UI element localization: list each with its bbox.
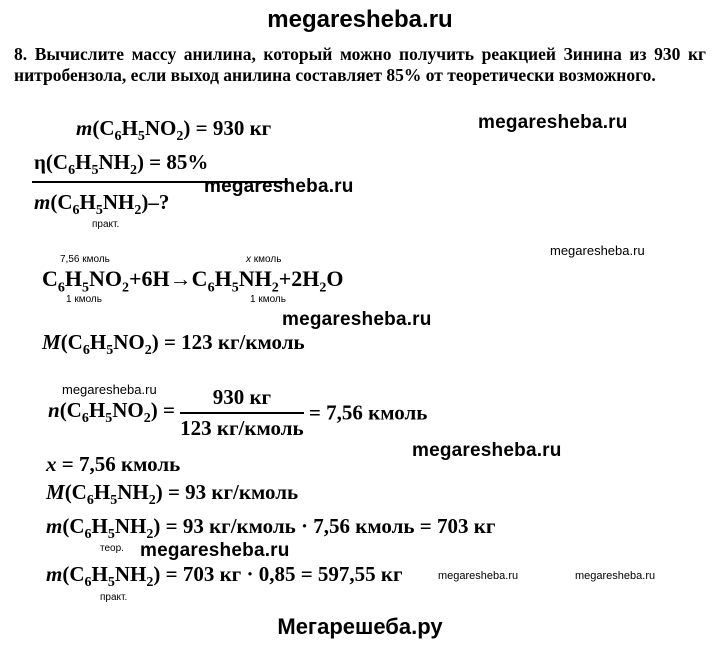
watermark: megaresheba.ru bbox=[140, 540, 290, 561]
watermark: megaresheba.ru bbox=[282, 309, 432, 330]
mass-theor-note: теор. bbox=[100, 543, 124, 554]
molar-mass-nitrobenzene: $M(C_6H_5NO_2) = 123$ кг/кмоль bbox=[42, 330, 305, 359]
watermark: megaresheba.ru bbox=[438, 570, 519, 582]
task-statement: 8. Вычислите массу анилина, который можно получить реакцией Зинина из 930 кг нитробензола, если выход анилина составляет 85% от теоретически возможного. bbox=[14, 44, 706, 85]
given-mass-nitrobenzene: $m(C_6H_5NO_2) = 930$ кг bbox=[76, 116, 272, 145]
reaction-equation: $C_6H_5NO_2+6H\to C_6H_5NH_2+2H_2O$ bbox=[42, 266, 344, 296]
moles-nitrobenzene: $n(C_6H_5NO_2)$ = $\frac{930 кг}{\text{123 кг/кмоль}}$ = 7,56 кмоль bbox=[48, 385, 428, 440]
find-mass-aniline: $m(C_6H_5NH_2)-$? bbox=[34, 190, 170, 219]
watermark: megaresheba.ru bbox=[412, 440, 562, 461]
watermark: megaresheba.ru bbox=[204, 176, 354, 197]
molar-mass-aniline: $M(C_6H_5NH_2) = 93$ кг/кмоль bbox=[46, 480, 299, 509]
moles-numerator: 930 кг bbox=[180, 385, 303, 414]
watermark: megaresheba.ru bbox=[478, 112, 628, 133]
mass-practical: $m(C_6H_5NH_2) = 703$ кг · 0,85 = 597,55 кг bbox=[46, 562, 403, 591]
page-footer-site: Мегарешеба.ру bbox=[277, 614, 443, 639]
moles-result: = 7,56 кмоль bbox=[308, 400, 428, 425]
find-note-pract: практ. bbox=[92, 219, 120, 230]
page-header-site: megaresheba.ru bbox=[267, 6, 453, 33]
moles-fraction bbox=[180, 385, 303, 441]
given-yield: $\eta(C_6H_5NH_2) = 85\%$ bbox=[34, 150, 209, 179]
reaction-above-right: x кмоль bbox=[246, 254, 282, 265]
moles-denominator: 123 кг/кмоль bbox=[180, 416, 304, 440]
mass-pract-note: практ. bbox=[100, 592, 128, 603]
watermark: megaresheba.ru bbox=[550, 243, 645, 258]
reaction-above-left: 7,56 кмоль bbox=[60, 254, 110, 265]
watermark: megaresheba.ru bbox=[575, 570, 656, 582]
reaction-below-left: 1 кмоль bbox=[66, 294, 102, 305]
mass-theoretical: $m(C_6H_5NH_2) = 93$ кг/кмоль · 7,56 кмоль = 703 кг bbox=[46, 514, 496, 543]
reaction-below-right: 1 кмоль bbox=[250, 294, 286, 305]
x-value: x = 7,56 кмоль bbox=[46, 452, 181, 476]
watermark: megaresheba.ru bbox=[62, 382, 157, 397]
